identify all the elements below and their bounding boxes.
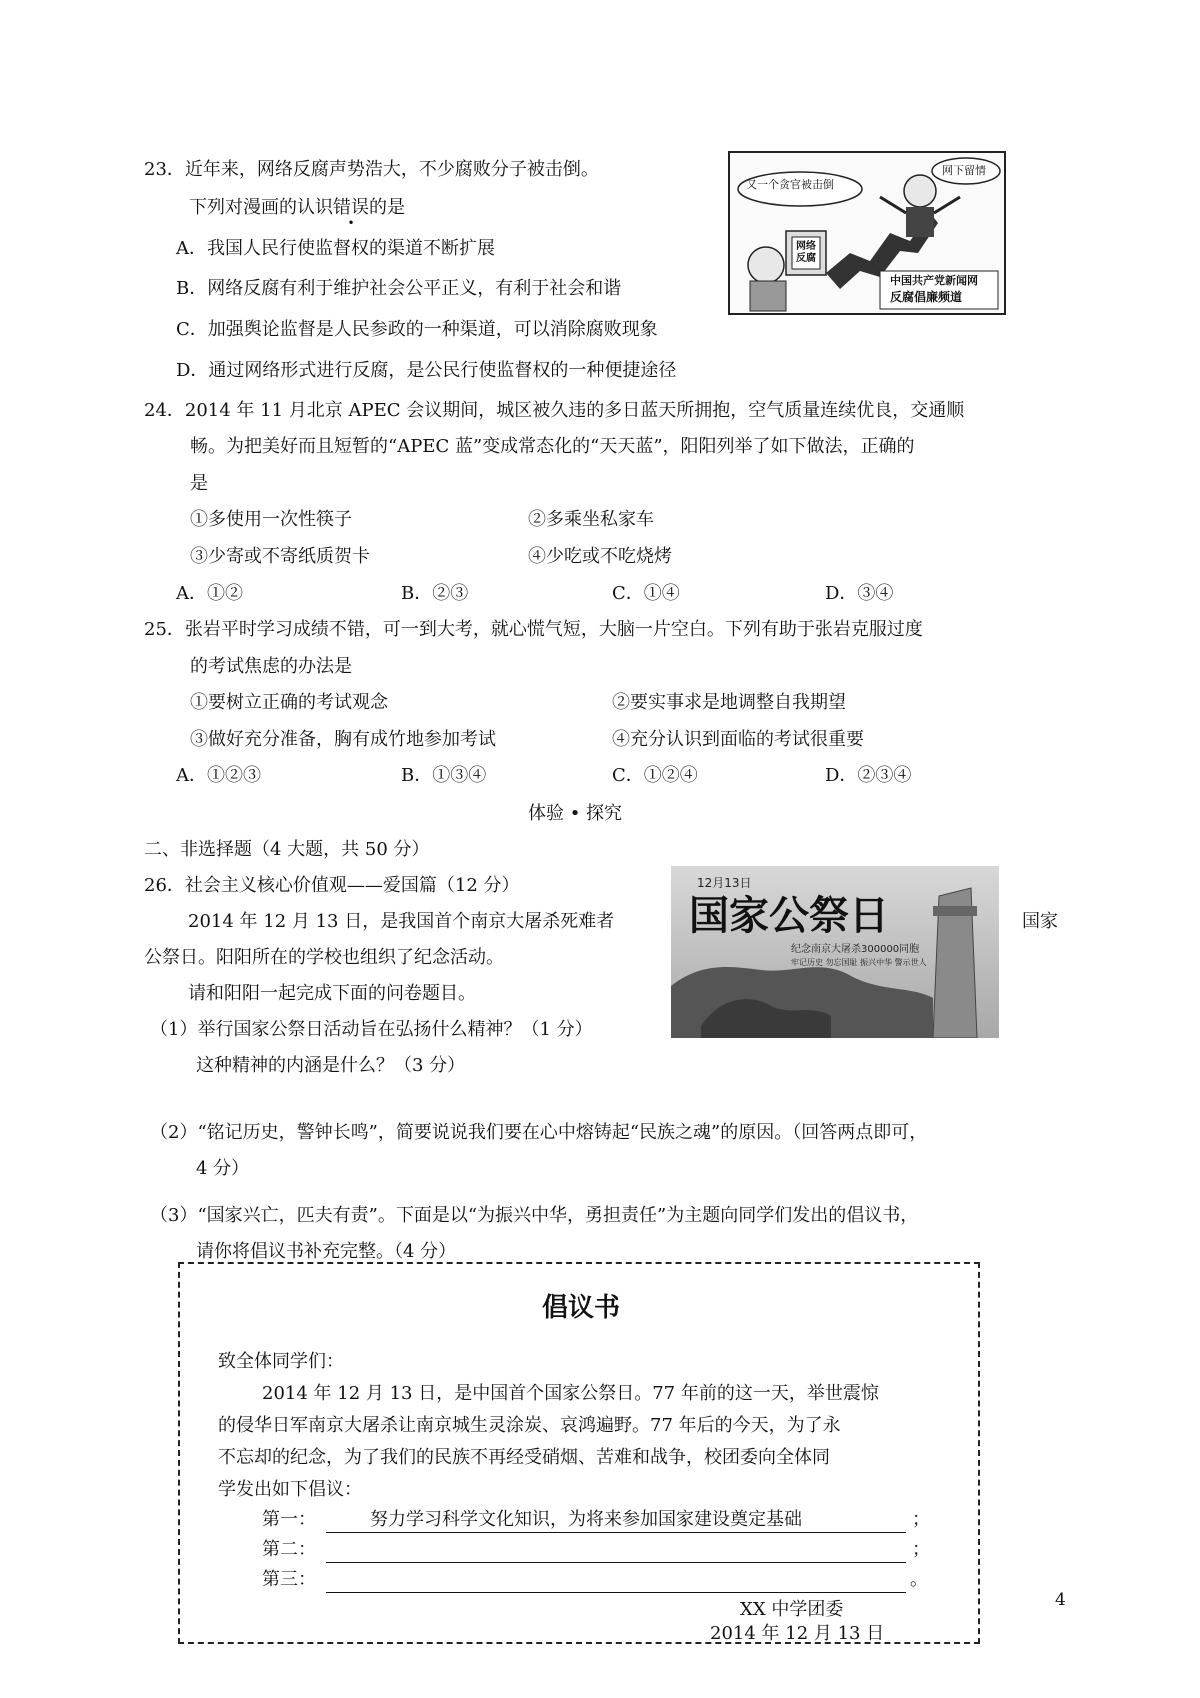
q24-option-d[interactable]: D．③④ (825, 583, 894, 604)
cartoon-bubble-left: 又一个贪官被击倒 (746, 178, 834, 191)
page-number: 4 (1055, 1590, 1066, 1610)
q26-intro-1: 2014 年 12 月 13 日，是我国首个南京大屠杀死难者 (188, 911, 615, 932)
q23-option-b[interactable]: B．网络反腐有利于维护社会公平正义，有利于社会和谐 (176, 278, 622, 299)
proposal-third-label: 第三： (262, 1569, 316, 1590)
q25-statement-1: ①要树立正确的考试观念 (190, 692, 388, 713)
proposal-first-label: 第一： (262, 1509, 316, 1530)
proposal-third-input[interactable] (326, 1592, 906, 1593)
q26-sub-2-line-2: 4 分） (196, 1158, 250, 1179)
q24-option-a[interactable]: A．①② (176, 583, 243, 604)
section-heading: 体验 • 探究 (528, 803, 623, 824)
q26-sub-1-line-2: 这种精神的内涵是什么？（3 分） (196, 1055, 466, 1076)
q26-intro-3: 请和阳阳一起完成下面的问卷题目。 (188, 983, 476, 1004)
q24-line-2: 畅。为把美好而且短暂的“APEC 蓝”变成常态化的“天天蓝”，阳阳列举了如下做法，正确的 (190, 436, 915, 457)
q24-statement-1: ①多使用一次性筷子 (190, 509, 352, 530)
q24-statement-4: ④少吃或不吃烧烤 (528, 546, 672, 567)
q24-line-3: 是 (190, 473, 208, 494)
proposal-third-end: 。 (910, 1569, 928, 1590)
q25-statement-2: ②要实事求是地调整自我期望 (612, 692, 846, 713)
q25-option-a[interactable]: A．①②③ (176, 765, 261, 786)
q26-sub-2-line-1: （2）“铭记历史，警钟长鸣”，简要说说我们要在心中熔铸起“民族之魂”的原因。（回答两点即可， (150, 1122, 928, 1143)
q25-statement-3: ③做好充分准备，胸有成竹地参加考试 (190, 729, 496, 750)
proposal-body-2: 的侵华日军南京大屠杀让南京城生灵涂炭、哀鸿遍野。77 年后的今天，为了永 (218, 1415, 841, 1436)
cartoon-bubble-right: 网下留情 (942, 164, 986, 177)
proposal-body-1: 2014 年 12 月 13 日，是中国首个国家公祭日。77 年前的这一天，举世震惊 (262, 1383, 879, 1404)
cartoon-caption-2: 反腐倡廉频道 (890, 290, 963, 304)
proposal-body-3: 不忘却的纪念，为了我们的民族不再经受硝烟、苦难和战争，校团委向全体同 (218, 1447, 830, 1468)
cartoon-screen-label: 网络反腐 (796, 241, 816, 264)
cartoon-caption-1: 中国共产党新闻网 (890, 274, 978, 287)
q23-option-a[interactable]: A．我国人民行使监督权的渠道不断扩展 (176, 238, 495, 259)
q26-intro-1-tail: 国家 (1022, 911, 1058, 932)
q24-line-1: 24．2014 年 11 月北京 APEC 会议期间，城区被久违的多日蓝天所拥抱，空气质量连续优良，交通顺 (144, 400, 965, 421)
q23-prompt-emphasis: 错误 (333, 197, 369, 218)
q26-sub-3-line-1: （3）“国家兴亡，匹夫有责”。下面是以“为振兴中华，勇担责任”为主题向同学们发出的倡议书， (150, 1205, 919, 1226)
proposal-first-text: 努力学习科学文化知识，为将来参加国家建设奠定基础 (370, 1509, 802, 1530)
q26-memorial-photo (671, 866, 999, 1038)
q23-cartoon (728, 151, 1006, 315)
proposal-first-end: ； (912, 1509, 930, 1530)
q24-option-b[interactable]: B．②③ (401, 583, 469, 604)
photo-title: 国家公祭日 (689, 893, 889, 939)
photo-subtitle-2: 牢记历史 勿忘国耻 振兴中华 警示世人 (791, 958, 927, 967)
q23-prompt-pre: 下列对漫画的认识 (189, 197, 333, 218)
q26-title: 26．社会主义核心价值观——爱国篇（12 分） (144, 875, 520, 896)
q24-statement-3: ③少寄或不寄纸质贺卡 (190, 546, 370, 567)
proposal-body-4: 学发出如下倡议： (218, 1479, 362, 1500)
q23-prompt (189, 196, 405, 220)
proposal-second-label: 第二： (262, 1539, 316, 1560)
proposal-signature: XX 中学团委 (740, 1599, 844, 1620)
q25-option-c[interactable]: C．①②④ (612, 765, 698, 786)
q25-option-d[interactable]: D．②③④ (825, 765, 912, 786)
photo-subtitle-1: 纪念南京大屠杀300000同胞 (791, 944, 920, 955)
q26-sub-3-line-2: 请你将倡议书补充完整。（4 分） (196, 1241, 457, 1262)
proposal-date: 2014 年 12 月 13 日 (710, 1623, 885, 1644)
proposal-title: 倡议书 (542, 1293, 621, 1323)
q25-line-2: 的考试焦虑的办法是 (190, 656, 352, 677)
proposal-box (178, 1262, 980, 1644)
proposal-first-line (326, 1532, 906, 1533)
proposal-second-input[interactable] (326, 1562, 906, 1563)
photo-date: 12月13日 (697, 876, 752, 890)
q23-option-d[interactable]: D．通过网络形式进行反腐，是公民行使监督权的一种便捷途径 (176, 360, 677, 381)
proposal-second-end: ； (912, 1539, 930, 1560)
part-2-title: 二、非选择题（4 大题，共 50 分） (144, 839, 430, 860)
q25-line-1: 25．张岩平时学习成绩不错，可一到大考，就心慌气短，大脑一片空白。下列有助于张岩克服过度 (144, 619, 923, 640)
q23-option-c[interactable]: C．加强舆论监督是人民参政的一种渠道，可以消除腐败现象 (176, 319, 658, 340)
q25-statement-4: ④充分认识到面临的考试很重要 (612, 729, 864, 750)
q24-option-c[interactable]: C．①④ (612, 583, 680, 604)
q25-option-b[interactable]: B．①③④ (401, 765, 487, 786)
q26-sub-1-line-1: （1）举行国家公祭日活动旨在弘扬什么精神？（1 分） (150, 1019, 593, 1040)
q26-intro-2: 公祭日。阳阳所在的学校也组织了纪念活动。 (144, 947, 504, 968)
q23-prompt-post: 的是 (369, 197, 405, 218)
q24-statement-2: ②多乘坐私家车 (528, 509, 654, 530)
q23-stem: 23．近年来，网络反腐声势浩大，不少腐败分子被击倒。 (144, 159, 599, 180)
proposal-salutation: 致全体同学们： (218, 1351, 344, 1372)
